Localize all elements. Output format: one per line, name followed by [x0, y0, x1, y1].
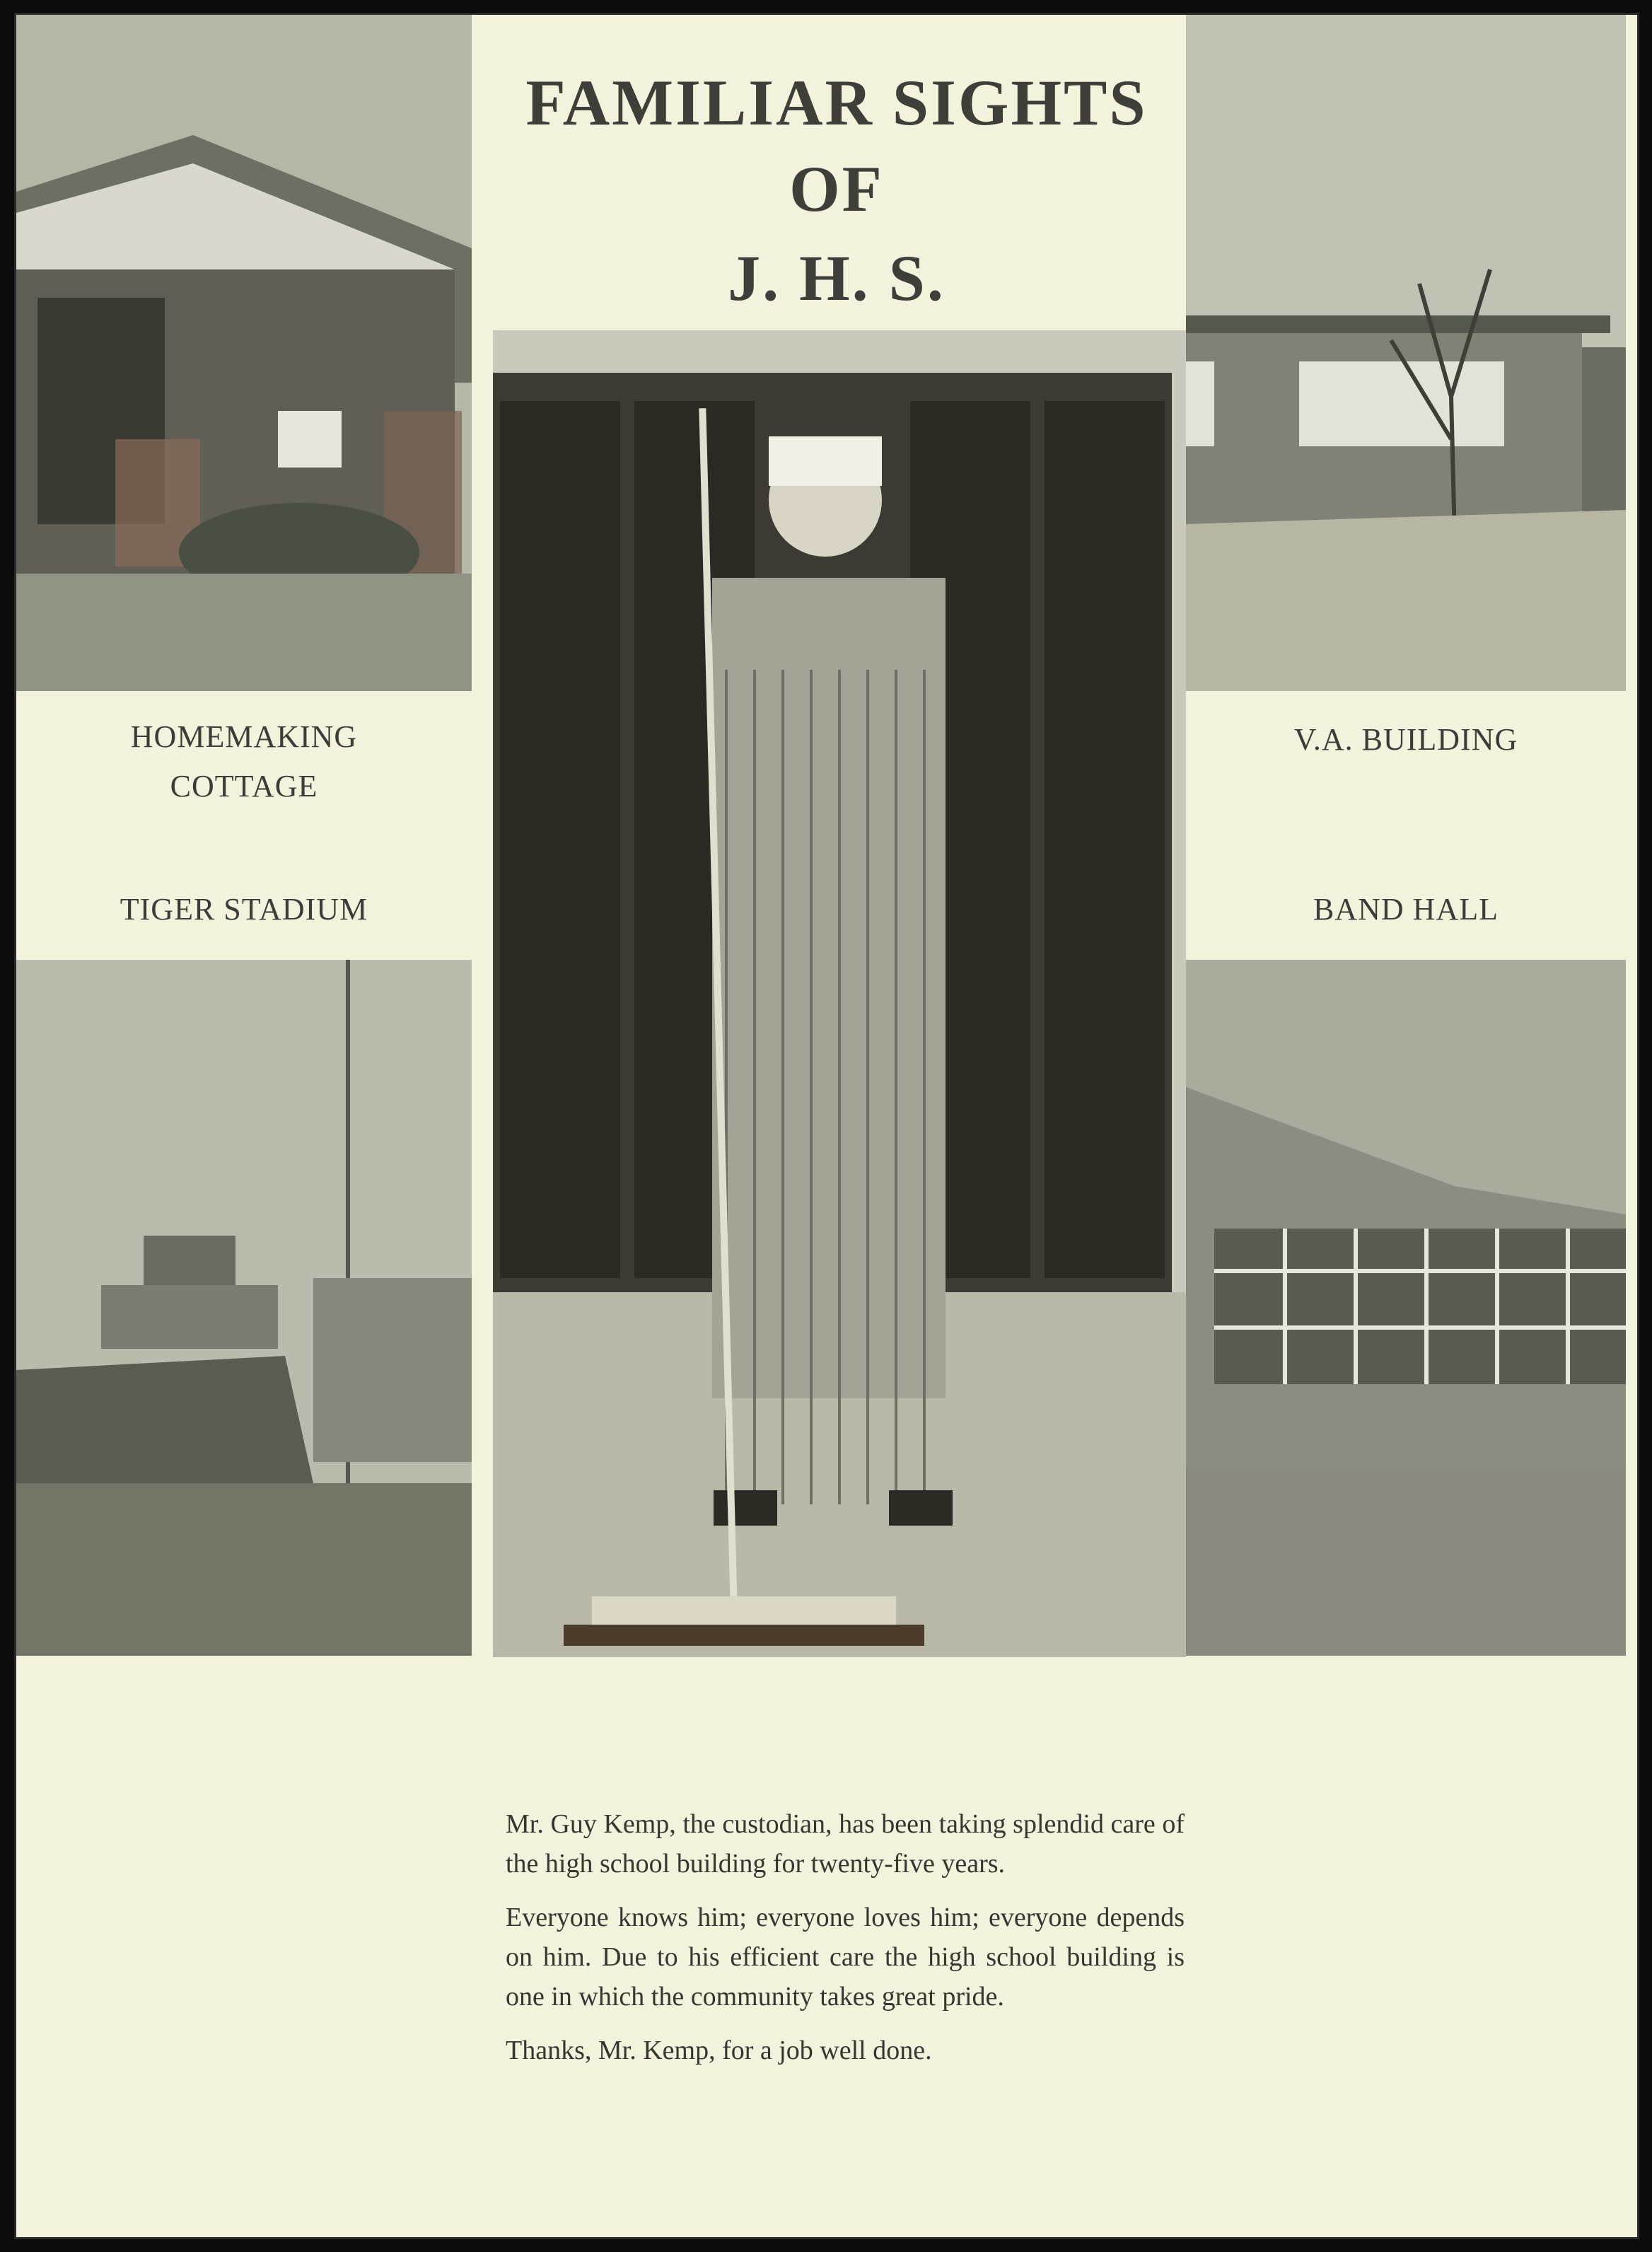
- band-hall-caption: BAND HALL: [1313, 892, 1499, 927]
- page-title-line1: FAMILIAR SIGHTS: [525, 66, 1148, 139]
- homemaking-caption-line1: HOMEMAKING: [130, 719, 358, 754]
- tiger-stadium-caption: TIGER STADIUM: [120, 892, 368, 927]
- tribute-paragraph-3: Thanks, Mr. Kemp, for a job well done.: [506, 2036, 932, 2065]
- page-title-line3: J. H. S.: [728, 242, 946, 314]
- tribute-paragraph-1: Mr. Guy Kemp, the custodian, has been taking splendid care of the high school building for twenty-five years.: [506, 1809, 1185, 1879]
- band-hall-photo: [1186, 960, 1626, 1656]
- custodian-tribute-text: [506, 1804, 1185, 2084]
- page-title-line2: OF: [789, 153, 884, 225]
- homemaking-caption-line2: COTTAGE: [170, 769, 318, 803]
- custodian-photo: [493, 330, 1186, 1657]
- homemaking-cottage-photo: [16, 15, 472, 691]
- tribute-paragraph-2: Everyone knows him; everyone loves him; everyone depends on him. Due to his efficient care the high school building is one in which the community takes great pride.: [506, 1903, 1185, 2012]
- va-building-caption: V.A. BUILDING: [1293, 722, 1518, 757]
- yearbook-page: [14, 13, 1639, 2239]
- homemaking-cottage-caption: [16, 712, 472, 811]
- va-building-photo: [1186, 15, 1626, 691]
- tiger-stadium-photo: [16, 960, 472, 1656]
